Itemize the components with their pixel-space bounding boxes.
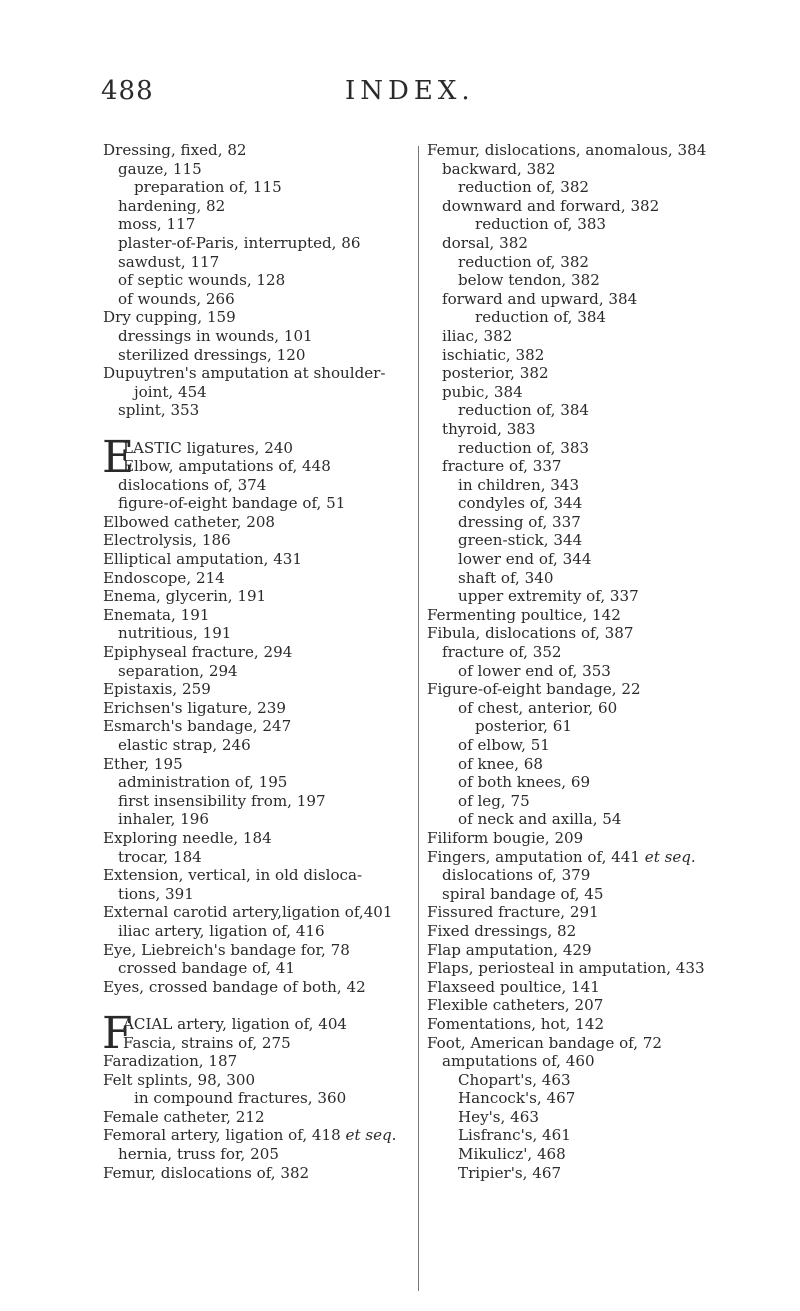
index-entry: figure-of-eight bandage of, 51	[118, 494, 346, 513]
index-entry: Filiform bougie, 209	[427, 828, 584, 847]
index-entry: iliac, 382	[442, 326, 513, 345]
index-entry: Exploring needle, 184	[103, 828, 272, 847]
index-entry: Figure-of-eight bandage, 22	[427, 680, 641, 699]
index-entry: crossed bandage of, 41	[118, 959, 296, 978]
index-entry: Femur, dislocations of, 382	[103, 1163, 310, 1182]
index-entry: green-stick, 344	[458, 531, 583, 550]
index-entry: Femoral artery, ligation of, 418 et seq.	[103, 1126, 397, 1145]
right-entries	[427, 141, 747, 1182]
index-entry: hardening, 82	[118, 196, 226, 215]
index-entry: of chest, anterior, 60	[458, 698, 618, 717]
index-entry: first insensibility from, 197	[118, 791, 326, 810]
index-entry: downward and forward, 382	[442, 196, 660, 215]
index-entry: of neck and axilla, 54	[458, 810, 622, 829]
index-entry: dislocations of, 374	[118, 475, 267, 494]
index-entry: sawdust, 117	[118, 252, 220, 271]
page-header	[0, 76, 800, 116]
index-entry: nutritious, 191	[118, 624, 232, 643]
index-entry: dressings in wounds, 101	[118, 326, 313, 345]
drop-cap-e: E	[102, 431, 135, 483]
index-entry: Fibula, dislocations of, 387	[427, 624, 634, 643]
index-entry: backward, 382	[442, 159, 556, 178]
index-entry: Fissured fracture, 291	[427, 903, 599, 922]
index-entry: Mikulicz', 468	[458, 1145, 566, 1164]
index-entry: Dupuytren's amputation at shoulder-	[103, 364, 386, 383]
index-entry: ischiatic, 382	[442, 345, 545, 364]
page-title: INDEX.	[345, 76, 475, 106]
index-entry: Ether, 195	[103, 754, 183, 773]
index-entry: Endoscope, 214	[103, 568, 225, 587]
index-entry: of septic wounds, 128	[118, 271, 286, 290]
index-entry: Fermenting poultice, 142	[427, 605, 621, 624]
index-entry: Electrolysis, 186	[103, 531, 231, 550]
page-number: 488	[101, 76, 154, 106]
index-entry: below tendon, 382	[458, 271, 600, 290]
index-entry: Femur, dislocations, anomalous, 384	[427, 141, 707, 159]
index-entry: Dressing, fixed, 82	[103, 141, 247, 159]
index-entry: condyles of, 344	[458, 494, 583, 513]
index-entry: Fingers, amputation of, 441 et seq.	[427, 847, 696, 866]
index-entry: reduction of, 383	[458, 438, 590, 457]
index-entry: Flaxseed poultice, 141	[427, 977, 600, 996]
index-entry: reduction of, 384	[458, 401, 590, 420]
index-entry: Lisfranc's, 461	[458, 1126, 571, 1145]
index-entry: Female catheter, 212	[103, 1107, 265, 1126]
index-entry: Fascia, strains of, 275	[123, 1033, 291, 1052]
index-entry: Hancock's, 467	[458, 1089, 576, 1108]
index-entry: Hey's, 463	[458, 1107, 539, 1126]
index-entry: dressing of, 337	[458, 512, 581, 531]
index-entry: of leg, 75	[458, 791, 530, 810]
index-entry: Elbow, amputations of, 448	[123, 457, 331, 476]
index-entry: pubic, 384	[442, 382, 523, 401]
index-entry: tions, 391	[118, 884, 194, 903]
index-entry: Tripier's, 467	[458, 1163, 562, 1182]
index-entry: spiral bandage of, 45	[442, 884, 604, 903]
index-entry: of knee, 68	[458, 754, 544, 773]
index-entry: trocar, 184	[118, 847, 202, 866]
index-entry: inhaler, 196	[118, 810, 209, 829]
index-entry: dorsal, 382	[442, 233, 528, 252]
index-entry: Foot, American bandage of, 72	[427, 1033, 663, 1052]
index-entry: Fomentations, hot, 142	[427, 1014, 605, 1033]
index-entry: thyroid, 383	[442, 419, 536, 438]
index-entry: External carotid artery,ligation of,401	[103, 903, 393, 922]
index-entry: Eyes, crossed bandage of both, 42	[103, 977, 366, 996]
left-entries-a	[103, 141, 421, 420]
index-entry: administration of, 195	[118, 773, 288, 792]
index-entry: fracture of, 352	[442, 643, 562, 662]
index-entry: Flaps, periosteal in amputation, 433	[427, 959, 705, 978]
index-entry: joint, 454	[134, 382, 207, 401]
left-column	[103, 141, 421, 1182]
index-entry: iliac artery, ligation of, 416	[118, 921, 325, 940]
index-entry: of wounds, 266	[118, 289, 235, 308]
index-entry: of both knees, 69	[458, 773, 591, 792]
index-entry: reduction of, 382	[458, 252, 590, 271]
index-entry: moss, 117	[118, 215, 196, 234]
index-entry: posterior, 382	[442, 364, 549, 383]
index-entry: splint, 353	[118, 401, 200, 420]
index-entry: plaster-of-Paris, interrupted, 86	[118, 233, 361, 252]
index-entry: Eye, Liebreich's bandage for, 78	[103, 940, 350, 959]
index-entry: Flexible catheters, 207	[427, 996, 604, 1015]
index-entry: upper extremity of, 337	[458, 587, 639, 606]
index-entry: preparation of, 115	[134, 178, 282, 197]
index-entry: Faradization, 187	[103, 1052, 238, 1071]
left-entries-c	[103, 1052, 421, 1182]
index-entry: forward and upward, 384	[442, 289, 638, 308]
right-column	[427, 141, 747, 1182]
index-entry: of lower end of, 353	[458, 661, 611, 680]
index-entry: Esmarch's bandage, 247	[103, 717, 292, 736]
index-entry: separation, 294	[118, 661, 238, 680]
drop-cap-block-e	[102, 431, 421, 483]
index-entry: elastic strap, 246	[118, 736, 251, 754]
index-entry: fracture of, 337	[442, 457, 562, 476]
index-entry: Elliptical amputation, 431	[103, 550, 302, 569]
index-entry: sterilized dressings, 120	[118, 345, 306, 364]
drop-cap-block-f	[102, 1007, 421, 1059]
index-entry: in compound fractures, 360	[134, 1089, 347, 1108]
index-entry: gauze, 115	[118, 159, 202, 178]
index-entry: Epiphyseal fracture, 294	[103, 643, 293, 662]
index-entry: posterior, 61	[475, 717, 572, 736]
index-entry: dislocations of, 379	[442, 866, 591, 885]
index-entry: shaft of, 340	[458, 568, 554, 587]
index-entry: of elbow, 51	[458, 736, 550, 754]
index-entry: Chopart's, 463	[458, 1070, 571, 1089]
index-entry: in children, 343	[458, 475, 580, 494]
index-entry: LASTIC ligatures, 240	[123, 438, 294, 457]
index-entry: amputations of, 460	[442, 1052, 595, 1071]
index-entry: ACIAL artery, ligation of, 404	[123, 1014, 348, 1033]
index-entry: Dry cupping, 159	[103, 308, 236, 327]
index-entry: Enema, glycerin, 191	[103, 587, 267, 606]
section-gap	[103, 420, 421, 439]
index-entry: reduction of, 383	[475, 215, 607, 234]
index-entry: reduction of, 382	[458, 178, 590, 197]
index-entry: Fixed dressings, 82	[427, 921, 577, 940]
index-entry: Felt splints, 98, 300	[103, 1070, 256, 1089]
index-entry: Elbowed catheter, 208	[103, 512, 276, 531]
section-gap	[103, 996, 421, 1015]
index-entry: Epistaxis, 259	[103, 680, 211, 699]
index-entry: hernia, truss for, 205	[118, 1145, 279, 1164]
index-entry: Extension, vertical, in old disloca-	[103, 866, 363, 885]
index-entry: Enemata, 191	[103, 605, 210, 624]
left-entries-b	[103, 476, 421, 997]
drop-cap-f: F	[102, 1007, 133, 1059]
index-entry: Erichsen's ligature, 239	[103, 698, 286, 717]
index-entry: lower end of, 344	[458, 550, 592, 569]
index-entry: Flap amputation, 429	[427, 940, 592, 959]
index-entry: reduction of, 384	[475, 308, 607, 327]
